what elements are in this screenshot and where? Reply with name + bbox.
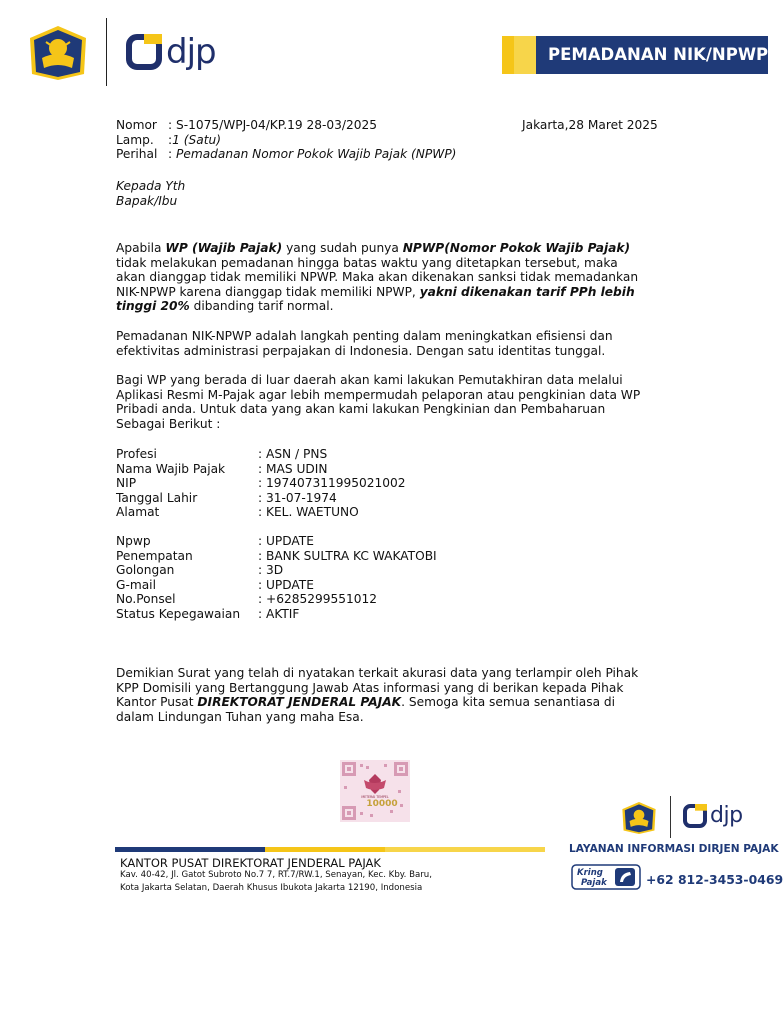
kemenkeu-emblem-icon bbox=[26, 24, 90, 82]
footer-djp-logo bbox=[683, 804, 743, 828]
paragraph-2: Pemadanan NIK-NPWP adalah langkah penting dalam meningkatkan efisiensi dan efektivitas administrasi perpajakan di Indonesia. Dengan satu identitas tunggal. bbox=[116, 329, 613, 358]
field-value: : BANK SULTRA KC WAKATOBI bbox=[258, 548, 437, 563]
field-value: : UPDATE bbox=[258, 534, 314, 548]
field-value: : 197407311995021002 bbox=[258, 476, 406, 491]
field-label: Alamat bbox=[116, 505, 160, 520]
kring-text: Kring bbox=[577, 868, 603, 878]
field-label: G-mail bbox=[116, 577, 156, 592]
footer-logo-divider bbox=[670, 796, 671, 838]
stamp-value: 10000 bbox=[366, 799, 398, 809]
banner-title: PEMADANAN NIK/NPWP bbox=[536, 36, 768, 74]
recipient-line2: Bapak/Ibu bbox=[116, 193, 178, 208]
field-label: Npwp bbox=[116, 534, 151, 548]
perihal-row bbox=[116, 147, 456, 162]
field-value: : 3D bbox=[258, 563, 284, 578]
kring-pajak-logo-icon bbox=[571, 864, 641, 892]
closing-paragraph: Demikian Surat yang telah di nyatakan terkait akurasi data yang terlampir oleh Pihak KPP Domisili yang Bertanggung Jawab Atas informasi yang di berikan kepada Pihak Kantor Pusat DIREKTORAT JENDERAL PAJAK. Semoga kita semua senantiasa di dalam Lindungan Tuhan yang maha Esa. bbox=[116, 666, 639, 724]
footer-phone: +62 812-3453-0469 bbox=[646, 872, 783, 887]
footer-address-line1: Kav. 40-42, Jl. Gatot Subroto No.7 7, RT.7/RW.1, Senayan, Kec. Kby. Baru, bbox=[120, 870, 432, 880]
nomor-value: : S-1075/WPJ-04/KP.19 28-03/2025 bbox=[168, 118, 378, 132]
data-block-1 bbox=[116, 447, 406, 520]
field-value: : +6285299551012 bbox=[258, 592, 377, 607]
djp-logo bbox=[126, 32, 216, 72]
footer-address bbox=[120, 869, 432, 895]
footer-djp-logo-text: djp bbox=[710, 803, 743, 828]
place-date: Jakarta,28 Maret 2025 bbox=[522, 118, 658, 132]
field-label: Penempatan bbox=[116, 548, 193, 563]
lamp-row bbox=[116, 133, 456, 148]
footer-djp-logo-icon bbox=[683, 804, 707, 828]
paragraph-1: Apabila WP (Wajib Pajak) yang sudah punya NPWP(Nomor Pokok Wajib Pajak) tidak melakukan pemadanan hingga batas waktu yang ditetapkan tersebut, maka akan dianggap tidak memiliki NPWP. Maka akan dikenakan sanksi tidak memadankan NIK-NPWP karena dianggap tidak memiliki NPWP, yakni dikenakan tarif PPh lebih tinggi 20% dibanding tarif normal. bbox=[116, 241, 639, 314]
tarif-emphasis: yakni dikenakan tarif PPh lebih tinggi 20% bbox=[116, 284, 635, 314]
perihal-sep: : bbox=[168, 147, 176, 162]
field-value: : AKTIF bbox=[258, 606, 300, 621]
field-label: Nama Wajib Pajak bbox=[116, 461, 226, 476]
field-label: No.Ponsel bbox=[116, 592, 176, 607]
nomor-row bbox=[116, 118, 456, 133]
field-value: : UPDATE bbox=[258, 577, 314, 592]
field-value: : 31-07-1974 bbox=[258, 490, 337, 505]
npwp-emphasis: NPWP(Nomor Pokok Wajib Pajak) bbox=[402, 241, 631, 255]
recipient-line1: Kepada Yth bbox=[116, 179, 186, 193]
layanan-informasi: LAYANAN INFORMASI DIRJEN PAJAK bbox=[569, 843, 779, 855]
djp-logo-icon bbox=[126, 34, 162, 70]
footer-address-line2: Kota Jakarta Selatan, Daerah Khusus Ibukota Jakarta 12190, Indonesia bbox=[120, 883, 423, 893]
field-value: : ASN / PNS bbox=[258, 447, 328, 461]
footer-office: KANTOR PUSAT DIREKTORAT JENDERAL PAJAK bbox=[120, 856, 381, 870]
field-label: Profesi bbox=[116, 447, 157, 461]
field-label: NIP bbox=[116, 476, 137, 491]
recipient bbox=[116, 179, 185, 208]
djp-emphasis: DIREKTORAT JENDERAL PAJAK bbox=[197, 695, 402, 710]
field-value: : MAS UDIN bbox=[258, 461, 328, 476]
meterai-stamp-icon bbox=[340, 760, 410, 822]
lamp-label: Lamp. bbox=[116, 132, 154, 147]
field-label: Status Kepegawaian bbox=[116, 606, 241, 621]
field-label: Tanggal Lahir bbox=[116, 490, 198, 505]
stamp-label: METERAI TEMPEL bbox=[361, 795, 389, 799]
wp-emphasis: WP (Wajib Pajak) bbox=[165, 241, 283, 255]
letter-meta bbox=[116, 118, 456, 162]
perihal-value: Pemadanan Nomor Pokok Wajib Pajak (NPWP) bbox=[175, 147, 457, 162]
header-divider bbox=[106, 18, 107, 86]
field-value: : KEL. WAETUNO bbox=[258, 505, 359, 520]
lamp-sep: : bbox=[168, 132, 173, 147]
nomor-label: Nomor bbox=[116, 118, 157, 132]
data-block-2 bbox=[116, 534, 437, 622]
pajak-text: Pajak bbox=[581, 878, 607, 888]
perihal-label: Perihal bbox=[116, 147, 158, 162]
lamp-value: 1 (Satu) bbox=[172, 132, 221, 147]
footer-kemenkeu-emblem-icon bbox=[620, 800, 658, 836]
paragraph-3: Bagi WP yang berada di luar daerah akan kami lakukan Pemutakhiran data melalui Aplikasi Resmi M-Pajak agar lebih mempermudah pelaporan atau pengkinian data WP Pribadi anda. Untuk data yang akan kami lakukan Pengkinian dan Pembaharuan Sebagai Berikut : bbox=[116, 373, 641, 431]
field-label: Golongan bbox=[116, 563, 175, 578]
djp-logo-text: djp bbox=[166, 32, 216, 72]
title-banner bbox=[502, 36, 768, 74]
